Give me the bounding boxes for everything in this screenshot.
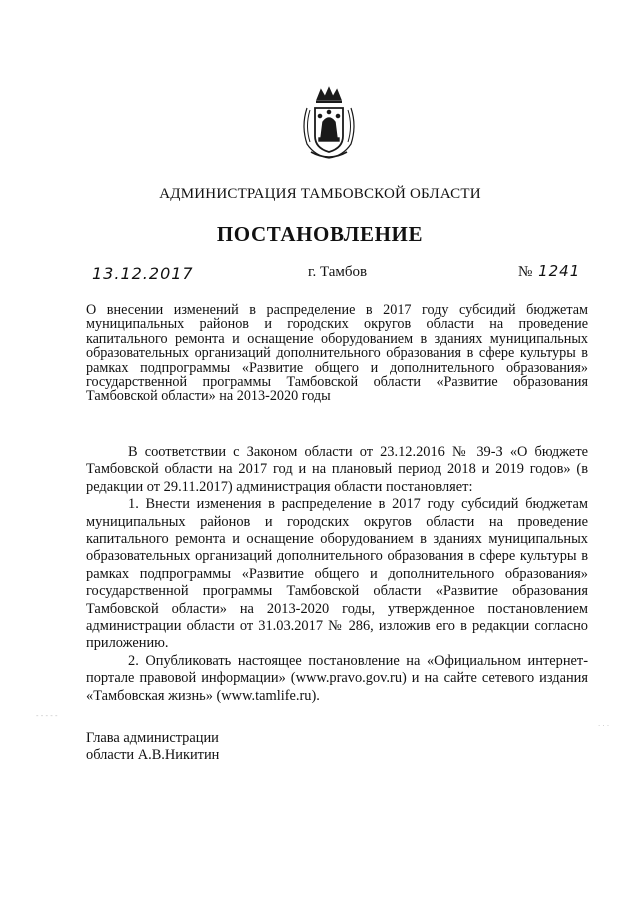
document-type-title: ПОСТАНОВЛЕНИЕ	[216, 222, 424, 246]
signature-name: области А.В.Никитин	[86, 746, 220, 763]
tambov-coat-of-arms-icon	[297, 86, 361, 162]
number-sign: №	[518, 264, 533, 280]
scan-artifact: - - - - -	[36, 712, 58, 720]
body-paragraph: 1. Внести изменения в распределение в 2017 году субсидий бюджетам муниципальных районов и городских округов области на проведение капитального ремонта и оснащение оборудованием в зданиях муниципальных образовательных организаций дополнительного образования в сфере культуры в рамках подпрограммы «Развитие общего и дополнительного образования» государственной программы Тамбовской области «Развитие образования Тамбовской области» на 2013-2020 годы, утвержденное постановлением администрации области от 31.03.2017 № 286, изложив его в редакции согласно приложению.	[86, 496, 588, 652]
document-subject: О внесении изменений в распределение в 2017 году субсидий бюджетам муниципальных районов и городских округов области на проведение капитального ремонта и оснащение оборудованием в зданиях муниципальных образовательных организаций дополнительного образования в сфере культуры в рамках подпрограммы «Развитие общего и дополнительного образования» государственной программы Тамбовской области «Развитие образования Тамбовской области» на 2013-2020 годы	[86, 302, 588, 405]
body-paragraph: В соответствии с Законом области от 23.12.2016 № 39-З «О бюджете Тамбовской области на 2017 год и на плановый период 2018 и 2019 годов» (в редакции от 29.11.2017) администрация области постановляет:	[86, 444, 588, 495]
scan-artifact: · · ·	[598, 722, 610, 730]
document-number	[518, 262, 580, 281]
signature-title: Глава администрации	[86, 730, 219, 746]
document-date: 13.12.2017	[92, 264, 194, 283]
signature-block	[86, 730, 219, 763]
organization-name: АДМИНИСТРАЦИЯ ТАМБОВСКОЙ ОБЛАСТИ	[159, 186, 481, 202]
document-city: г. Тамбов	[308, 264, 368, 280]
number-value: 1241	[538, 262, 581, 280]
document-body	[86, 444, 588, 705]
body-paragraph: 2. Опубликовать настоящее постановление на «Официальном интернет-портале правовой информации» (www.pravo.gov.ru) и на сайте сетевого издания «Тамбовская жизнь» (www.tamlife.ru).	[86, 652, 588, 704]
